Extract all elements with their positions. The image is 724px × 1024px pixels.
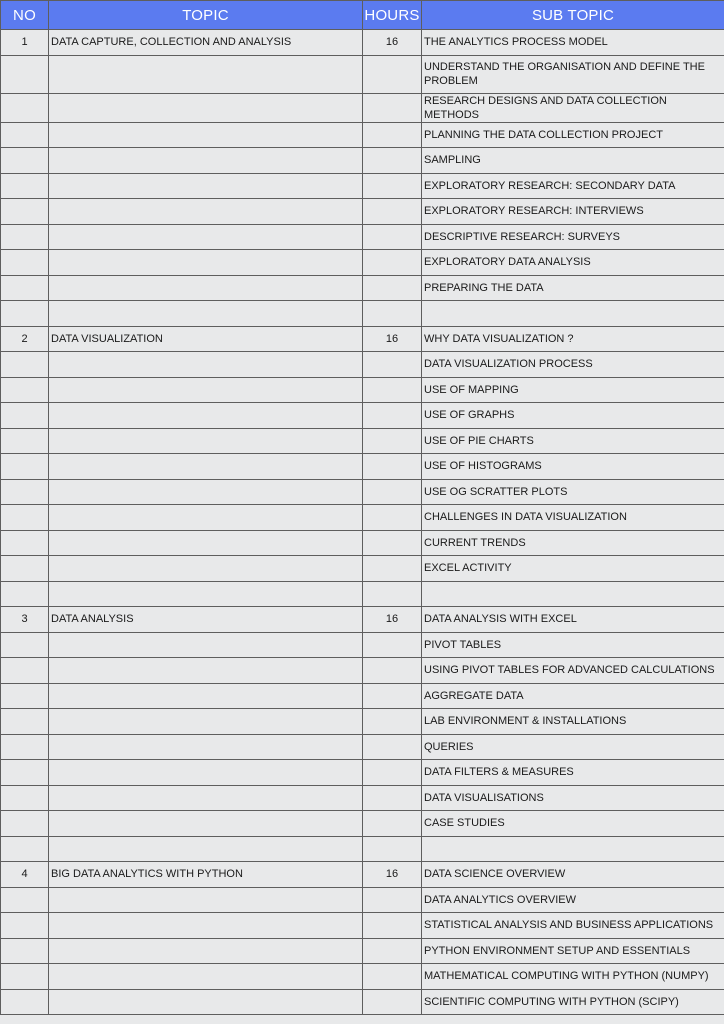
cell-sub-topic: WHY DATA VISUALIZATION ? xyxy=(422,326,724,352)
cell-no xyxy=(1,148,49,174)
cell-sub-topic: DATA ANALYSIS WITH EXCEL xyxy=(422,607,724,633)
table-row xyxy=(1,224,724,250)
cell-sub-topic: CASE STUDIES xyxy=(422,811,724,837)
table-row xyxy=(1,199,724,225)
cell-hours: 16 xyxy=(363,326,422,352)
cell-hours xyxy=(363,811,422,837)
cell-hours: 16 xyxy=(363,862,422,888)
cell-hours xyxy=(363,632,422,658)
cell-topic xyxy=(49,632,363,658)
table-row xyxy=(1,428,724,454)
cell-sub-topic xyxy=(422,581,724,607)
cell-sub-topic: CHALLENGES IN DATA VISUALIZATION xyxy=(422,505,724,531)
cell-no xyxy=(1,683,49,709)
table-row xyxy=(1,505,724,531)
cell-sub-topic: DESCRIPTIVE RESEARCH: SURVEYS xyxy=(422,224,724,250)
table-row xyxy=(1,454,724,480)
cell-sub-topic: THE ANALYTICS PROCESS MODEL xyxy=(422,30,724,56)
cell-hours xyxy=(363,352,422,378)
cell-hours xyxy=(363,505,422,531)
cell-topic xyxy=(49,301,363,327)
cell-sub-topic: RESEARCH DESIGNS AND DATA COLLECTION METHODS xyxy=(422,93,724,122)
table-row xyxy=(1,913,724,939)
cell-no xyxy=(1,887,49,913)
table-row xyxy=(1,658,724,684)
cell-sub-topic: LAB ENVIRONMENT & INSTALLATIONS xyxy=(422,709,724,735)
cell-hours xyxy=(363,148,422,174)
table-row xyxy=(1,607,724,633)
cell-sub-topic: DATA FILTERS & MEASURES xyxy=(422,760,724,786)
cell-no xyxy=(1,403,49,429)
cell-no xyxy=(1,938,49,964)
cell-sub-topic: EXPLORATORY RESEARCH: SECONDARY DATA xyxy=(422,173,724,199)
cell-hours xyxy=(363,454,422,480)
cell-hours xyxy=(363,301,422,327)
cell-topic xyxy=(49,505,363,531)
cell-hours xyxy=(363,275,422,301)
cell-sub-topic: PIVOT TABLES xyxy=(422,632,724,658)
cell-topic xyxy=(49,377,363,403)
cell-hours xyxy=(363,377,422,403)
table-row xyxy=(1,862,724,888)
cell-sub-topic: CURRENT TRENDS xyxy=(422,530,724,556)
table-row xyxy=(1,964,724,990)
table-row xyxy=(1,811,724,837)
cell-no xyxy=(1,122,49,148)
cell-sub-topic: PYTHON ENVIRONMENT SETUP AND ESSENTIALS xyxy=(422,938,724,964)
cell-hours xyxy=(363,403,422,429)
cell-no xyxy=(1,811,49,837)
table-row xyxy=(1,836,724,862)
cell-topic xyxy=(49,275,363,301)
table-row xyxy=(1,326,724,352)
cell-hours xyxy=(363,122,422,148)
cell-no xyxy=(1,734,49,760)
cell-hours xyxy=(363,530,422,556)
cell-hours xyxy=(363,479,422,505)
cell-no xyxy=(1,658,49,684)
table-row xyxy=(1,301,724,327)
cell-topic xyxy=(49,556,363,582)
cell-topic xyxy=(49,734,363,760)
cell-topic: DATA ANALYSIS xyxy=(49,607,363,633)
cell-no xyxy=(1,301,49,327)
table-row xyxy=(1,683,724,709)
cell-hours xyxy=(363,199,422,225)
cell-sub-topic: USE OF PIE CHARTS xyxy=(422,428,724,454)
cell-sub-topic: USE OF HISTOGRAMS xyxy=(422,454,724,480)
cell-sub-topic: PLANNING THE DATA COLLECTION PROJECT xyxy=(422,122,724,148)
cell-hours xyxy=(363,836,422,862)
cell-no xyxy=(1,479,49,505)
cell-no xyxy=(1,709,49,735)
table-row xyxy=(1,760,724,786)
cell-sub-topic: USE OF GRAPHS xyxy=(422,403,724,429)
cell-topic: DATA VISUALIZATION xyxy=(49,326,363,352)
cell-sub-topic: SCIENTIFIC COMPUTING WITH PYTHON (SCIPY) xyxy=(422,989,724,1015)
cell-no xyxy=(1,93,49,122)
cell-no xyxy=(1,55,49,93)
cell-topic: BIG DATA ANALYTICS WITH PYTHON xyxy=(49,862,363,888)
table-row xyxy=(1,632,724,658)
table-row xyxy=(1,403,724,429)
cell-hours xyxy=(363,658,422,684)
cell-hours xyxy=(363,887,422,913)
table-row xyxy=(1,377,724,403)
cell-topic xyxy=(49,785,363,811)
cell-hours xyxy=(363,734,422,760)
cell-topic xyxy=(49,199,363,225)
table-row xyxy=(1,173,724,199)
cell-sub-topic: DATA VISUALISATIONS xyxy=(422,785,724,811)
cell-sub-topic: EXPLORATORY DATA ANALYSIS xyxy=(422,250,724,276)
cell-topic xyxy=(49,403,363,429)
header-topic: TOPIC xyxy=(49,1,363,30)
table-row xyxy=(1,530,724,556)
table-row xyxy=(1,785,724,811)
cell-no xyxy=(1,275,49,301)
table-row xyxy=(1,250,724,276)
cell-topic xyxy=(49,173,363,199)
cell-no xyxy=(1,377,49,403)
table-row xyxy=(1,275,724,301)
cell-sub-topic: PREPARING THE DATA xyxy=(422,275,724,301)
cell-no xyxy=(1,989,49,1015)
cell-topic xyxy=(49,250,363,276)
cell-topic xyxy=(49,581,363,607)
cell-hours xyxy=(363,93,422,122)
cell-topic xyxy=(49,530,363,556)
header-hours: HOURS xyxy=(363,1,422,30)
cell-hours xyxy=(363,683,422,709)
cell-no xyxy=(1,530,49,556)
cell-hours xyxy=(363,55,422,93)
cell-hours xyxy=(363,938,422,964)
cell-sub-topic: DATA VISUALIZATION PROCESS xyxy=(422,352,724,378)
cell-sub-topic: EXPLORATORY RESEARCH: INTERVIEWS xyxy=(422,199,724,225)
cell-sub-topic xyxy=(422,301,724,327)
cell-no: 4 xyxy=(1,862,49,888)
header-sub-topic: SUB TOPIC xyxy=(422,1,724,30)
cell-sub-topic: MATHEMATICAL COMPUTING WITH PYTHON (NUMPY) xyxy=(422,964,724,990)
cell-no: 1 xyxy=(1,30,49,56)
cell-hours xyxy=(363,428,422,454)
table-row xyxy=(1,887,724,913)
cell-topic xyxy=(49,887,363,913)
cell-hours xyxy=(363,913,422,939)
table-row xyxy=(1,93,724,122)
cell-hours xyxy=(363,581,422,607)
cell-topic xyxy=(49,148,363,174)
cell-topic xyxy=(49,811,363,837)
cell-sub-topic: AGGREGATE DATA xyxy=(422,683,724,709)
table-row xyxy=(1,55,724,93)
table-row xyxy=(1,122,724,148)
cell-hours xyxy=(363,173,422,199)
table-row xyxy=(1,479,724,505)
cell-topic xyxy=(49,479,363,505)
cell-topic xyxy=(49,122,363,148)
cell-sub-topic: USE OG SCRATTER PLOTS xyxy=(422,479,724,505)
cell-no xyxy=(1,250,49,276)
cell-topic xyxy=(49,964,363,990)
cell-topic xyxy=(49,989,363,1015)
cell-hours xyxy=(363,785,422,811)
header-row xyxy=(1,1,724,30)
cell-topic xyxy=(49,454,363,480)
cell-no xyxy=(1,581,49,607)
cell-topic xyxy=(49,836,363,862)
cell-no xyxy=(1,428,49,454)
cell-hours: 16 xyxy=(363,607,422,633)
table-row xyxy=(1,556,724,582)
cell-hours xyxy=(363,760,422,786)
cell-no xyxy=(1,632,49,658)
cell-topic xyxy=(49,55,363,93)
cell-hours xyxy=(363,709,422,735)
cell-sub-topic: STATISTICAL ANALYSIS AND BUSINESS APPLICATIONS xyxy=(422,913,724,939)
cell-topic xyxy=(49,224,363,250)
cell-topic xyxy=(49,658,363,684)
cell-sub-topic: USE OF MAPPING xyxy=(422,377,724,403)
header-no: NO xyxy=(1,1,49,30)
cell-topic: DATA CAPTURE, COLLECTION AND ANALYSIS xyxy=(49,30,363,56)
cell-sub-topic: UNDERSTAND THE ORGANISATION AND DEFINE THE PROBLEM xyxy=(422,55,724,93)
table-row xyxy=(1,30,724,56)
cell-sub-topic: DATA ANALYTICS OVERVIEW xyxy=(422,887,724,913)
table-row xyxy=(1,352,724,378)
cell-sub-topic: SAMPLING xyxy=(422,148,724,174)
cell-sub-topic: QUERIES xyxy=(422,734,724,760)
cell-no xyxy=(1,913,49,939)
cell-topic xyxy=(49,683,363,709)
cell-no xyxy=(1,454,49,480)
cell-sub-topic xyxy=(422,836,724,862)
cell-no xyxy=(1,173,49,199)
cell-topic xyxy=(49,938,363,964)
cell-hours: 16 xyxy=(363,30,422,56)
cell-no xyxy=(1,556,49,582)
cell-sub-topic: DATA SCIENCE OVERVIEW xyxy=(422,862,724,888)
cell-no xyxy=(1,760,49,786)
table-row xyxy=(1,938,724,964)
cell-hours xyxy=(363,964,422,990)
cell-topic xyxy=(49,428,363,454)
cell-hours xyxy=(363,989,422,1015)
cell-no xyxy=(1,785,49,811)
cell-sub-topic: EXCEL ACTIVITY xyxy=(422,556,724,582)
cell-hours xyxy=(363,224,422,250)
table-row xyxy=(1,581,724,607)
cell-sub-topic: USING PIVOT TABLES FOR ADVANCED CALCULATIONS xyxy=(422,658,724,684)
table-row xyxy=(1,989,724,1015)
cell-no: 3 xyxy=(1,607,49,633)
cell-no xyxy=(1,224,49,250)
cell-no xyxy=(1,199,49,225)
cell-no xyxy=(1,836,49,862)
table-row xyxy=(1,734,724,760)
table-row xyxy=(1,709,724,735)
table-row xyxy=(1,148,724,174)
table-body xyxy=(1,30,724,1015)
cell-topic xyxy=(49,760,363,786)
cell-no xyxy=(1,352,49,378)
cell-no: 2 xyxy=(1,326,49,352)
cell-topic xyxy=(49,93,363,122)
cell-topic xyxy=(49,352,363,378)
cell-topic xyxy=(49,709,363,735)
cell-hours xyxy=(363,556,422,582)
cell-no xyxy=(1,964,49,990)
cell-topic xyxy=(49,913,363,939)
cell-no xyxy=(1,505,49,531)
cell-hours xyxy=(363,250,422,276)
